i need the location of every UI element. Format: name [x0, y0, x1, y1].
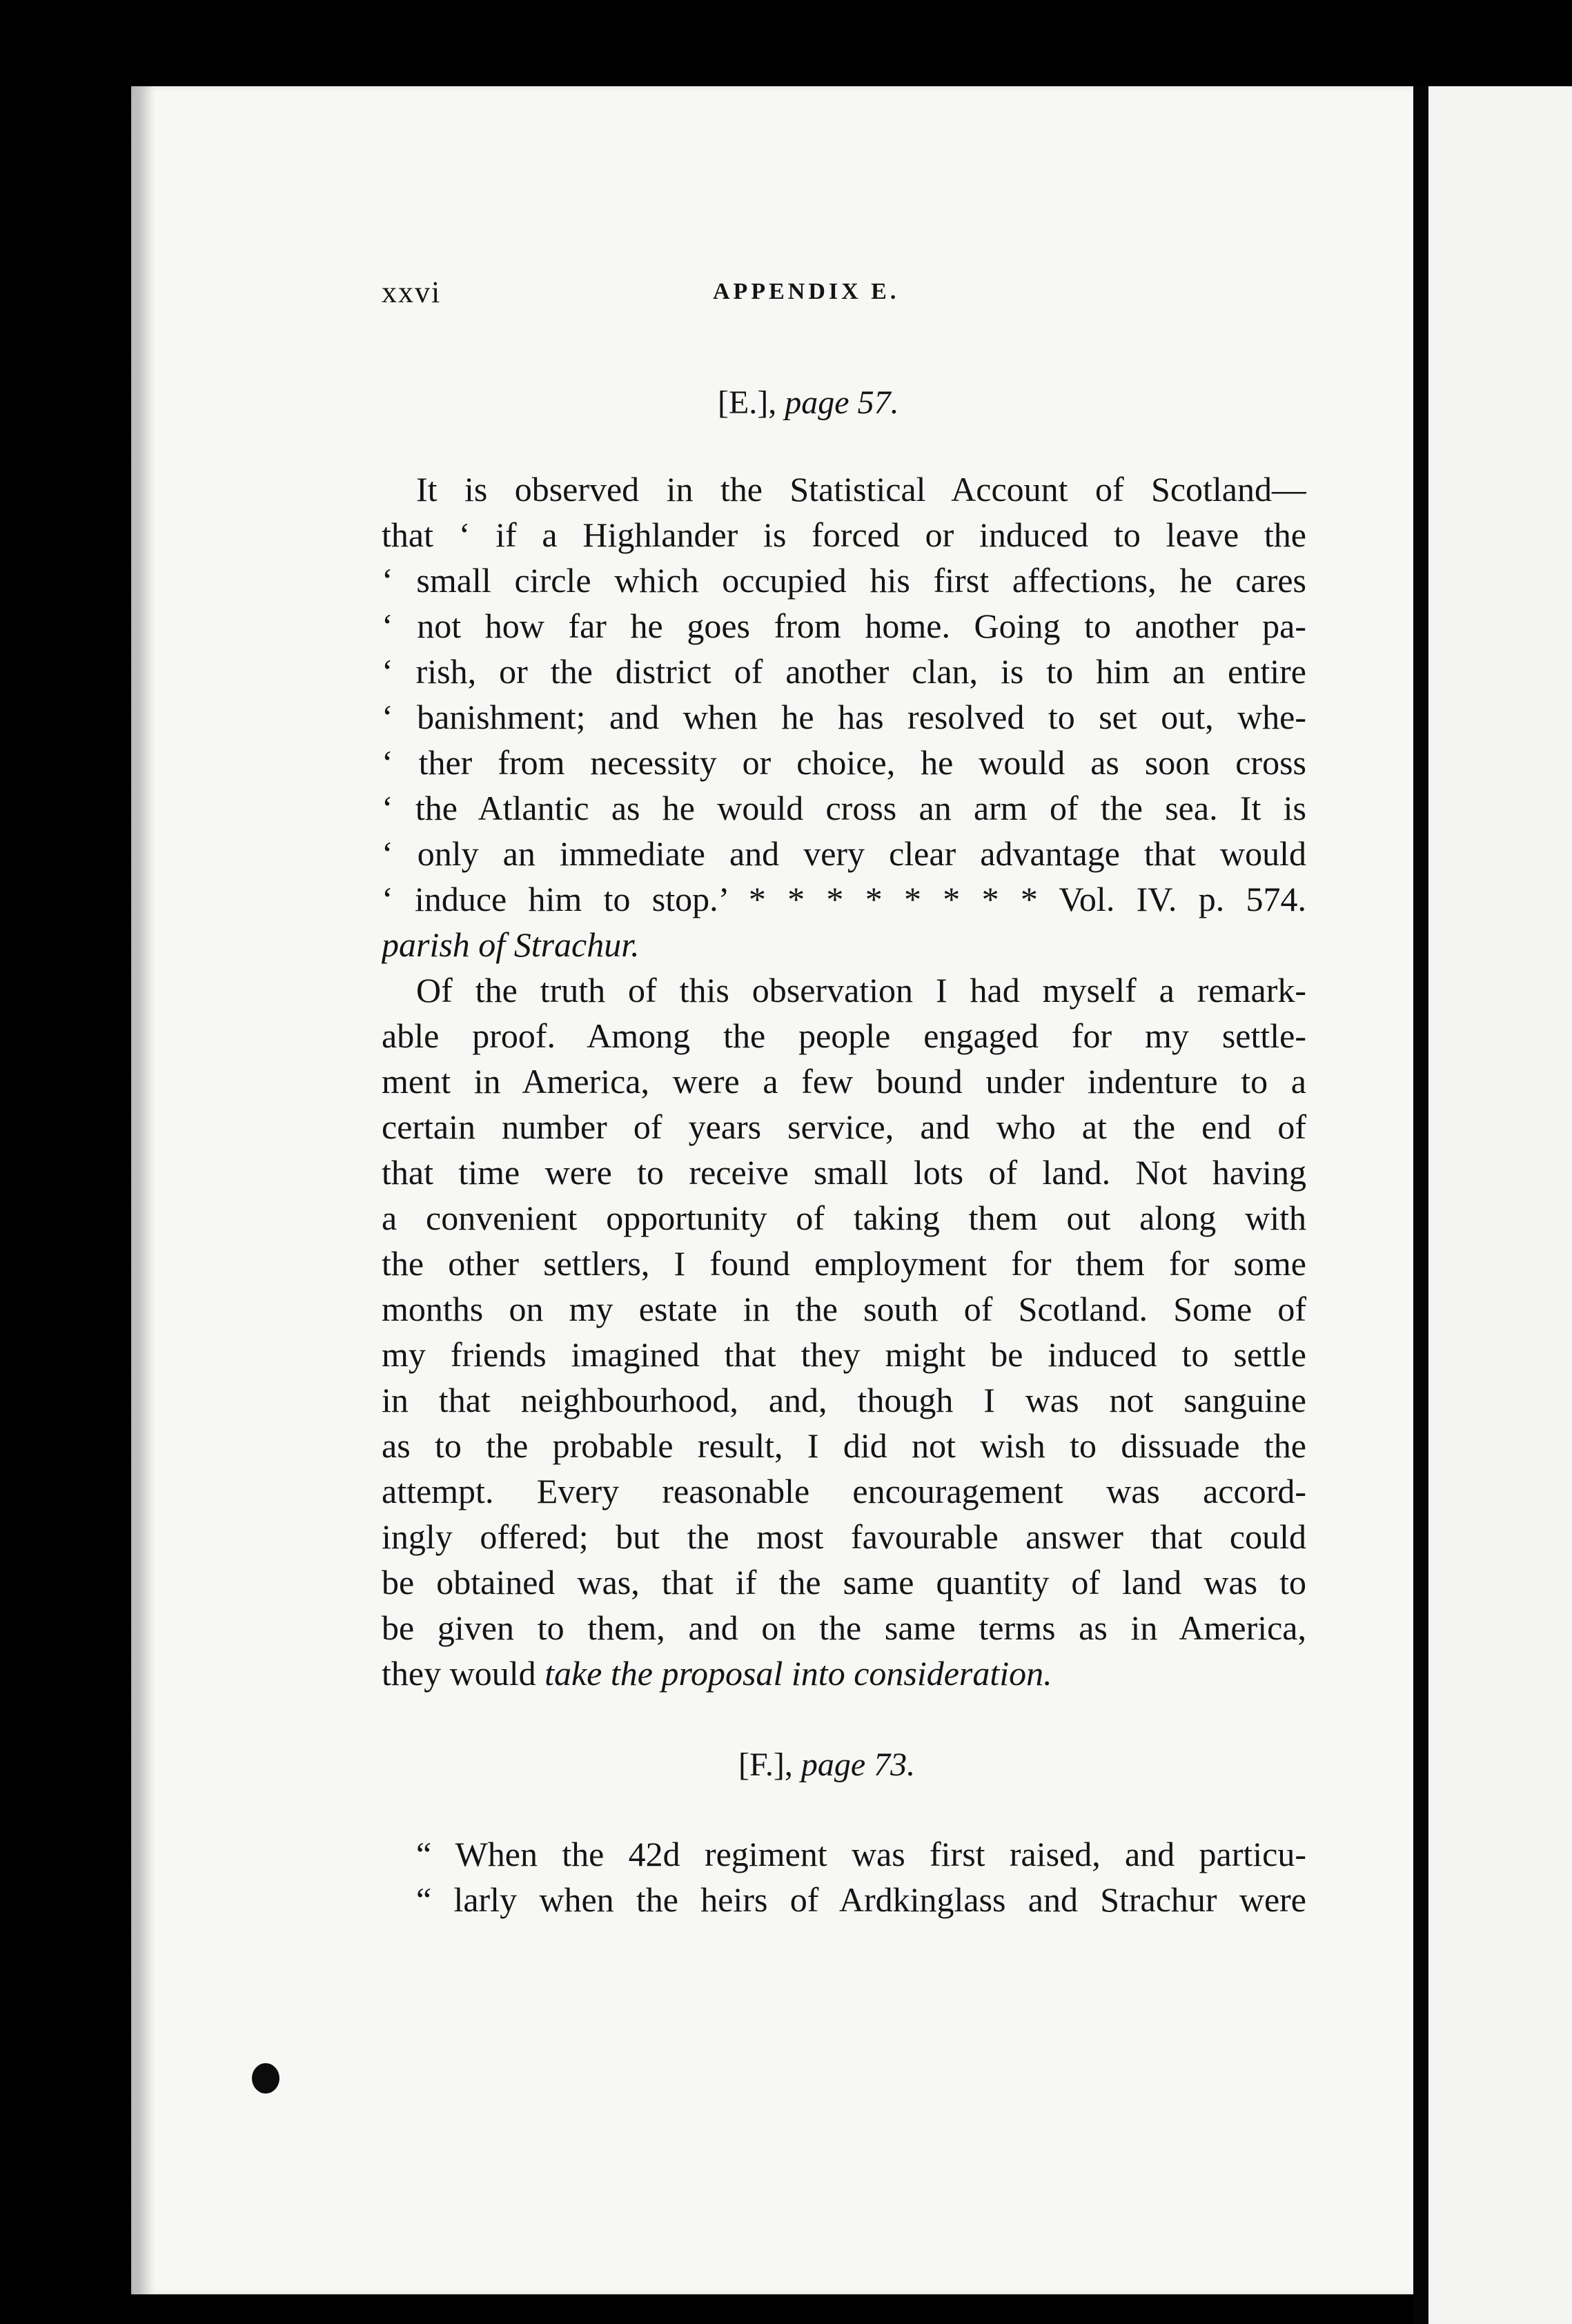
- text-line: ‘ banishment; and when he has resolved to set out, whe-: [382, 698, 1306, 736]
- text-line: ingly offered; but the most favourable answer that could: [382, 1517, 1306, 1556]
- text-line: the other settlers, I found employment for them for some: [382, 1244, 1306, 1283]
- text-line: certain number of years service, and who at the end of: [382, 1107, 1306, 1146]
- text-line: months on my estate in the south of Scotland. Some of: [382, 1290, 1306, 1328]
- section-page-ref: page 57.: [785, 384, 899, 421]
- section-heading-f: [738, 1746, 915, 1784]
- text-line: be obtained was, that if the same quantity of land was to: [382, 1563, 1306, 1602]
- text-line: Of the truth of this observation I had myself a remark-: [416, 971, 1306, 1010]
- section-page-ref: page 73.: [800, 1746, 916, 1783]
- running-head: [382, 275, 1306, 316]
- text-line: that time were to receive small lots of land. Not having: [382, 1153, 1306, 1192]
- ink-blot: [252, 2063, 279, 2094]
- text-line: attempt. Every reasonable encouragement was accord-: [382, 1472, 1306, 1510]
- text-line: ‘ only an immediate and very clear advantage that would: [382, 834, 1306, 873]
- quote-statistical-account: [382, 466, 1306, 1696]
- text-plain: they would: [382, 1654, 545, 1693]
- quote-source: parish of Strachur.: [382, 925, 640, 964]
- text-line: ‘ small circle which occupied his first affections, he cares: [382, 561, 1306, 600]
- section-heading-e: [718, 384, 899, 422]
- text-line: able proof. Among the people engaged for my settle-: [382, 1016, 1306, 1055]
- text-line-last: [382, 1651, 1306, 1696]
- text-line: ‘ induce him to stop.’ * * * * * * * * Vol. IV. p. 574.: [382, 880, 1306, 918]
- text-italic: take the proposal into consideration.: [544, 1654, 1052, 1693]
- page-number: xxvi: [382, 275, 442, 309]
- text-line: a convenient opportunity of taking them out along with: [382, 1199, 1306, 1237]
- text-line: It is observed in the Statistical Account of Scotland—: [416, 470, 1306, 509]
- page-gutter: [1413, 86, 1428, 2324]
- text-line: ‘ rish, or the district of another clan, is to him an entire: [382, 652, 1306, 691]
- text-line: that ‘ if a Highlander is forced or induced to leave the: [382, 515, 1306, 554]
- text-line: ‘ not how far he goes from home. Going to another pa-: [382, 607, 1306, 645]
- page-binding-shadow: [135, 86, 155, 2294]
- text-line: be given to them, and on the same terms as in America,: [382, 1608, 1306, 1647]
- facing-page-edge: [1428, 86, 1572, 2324]
- text-line: as to the probable result, I did not wish to dissuade the: [382, 1426, 1306, 1465]
- text-line: “ larly when the heirs of Ardkinglass and Strachur were: [416, 1880, 1306, 1919]
- quote-42d-regiment: [382, 1831, 1306, 1922]
- text-line: ‘ the Atlantic as he would cross an arm of the sea. It is: [382, 789, 1306, 827]
- running-title: APPENDIX E.: [713, 279, 900, 304]
- text-line: ment in America, were a few bound under indenture to a: [382, 1062, 1306, 1101]
- text-line: “ When the 42d regiment was first raised, and particu-: [416, 1835, 1306, 1873]
- section-label: [F.],: [738, 1746, 793, 1783]
- section-label: [E.],: [718, 384, 777, 421]
- text-line: in that neighbourhood, and, though I was not sanguine: [382, 1381, 1306, 1419]
- text-line: ‘ ther from necessity or choice, he would as soon cross: [382, 743, 1306, 782]
- text-line: my friends imagined that they might be induced to settle: [382, 1335, 1306, 1374]
